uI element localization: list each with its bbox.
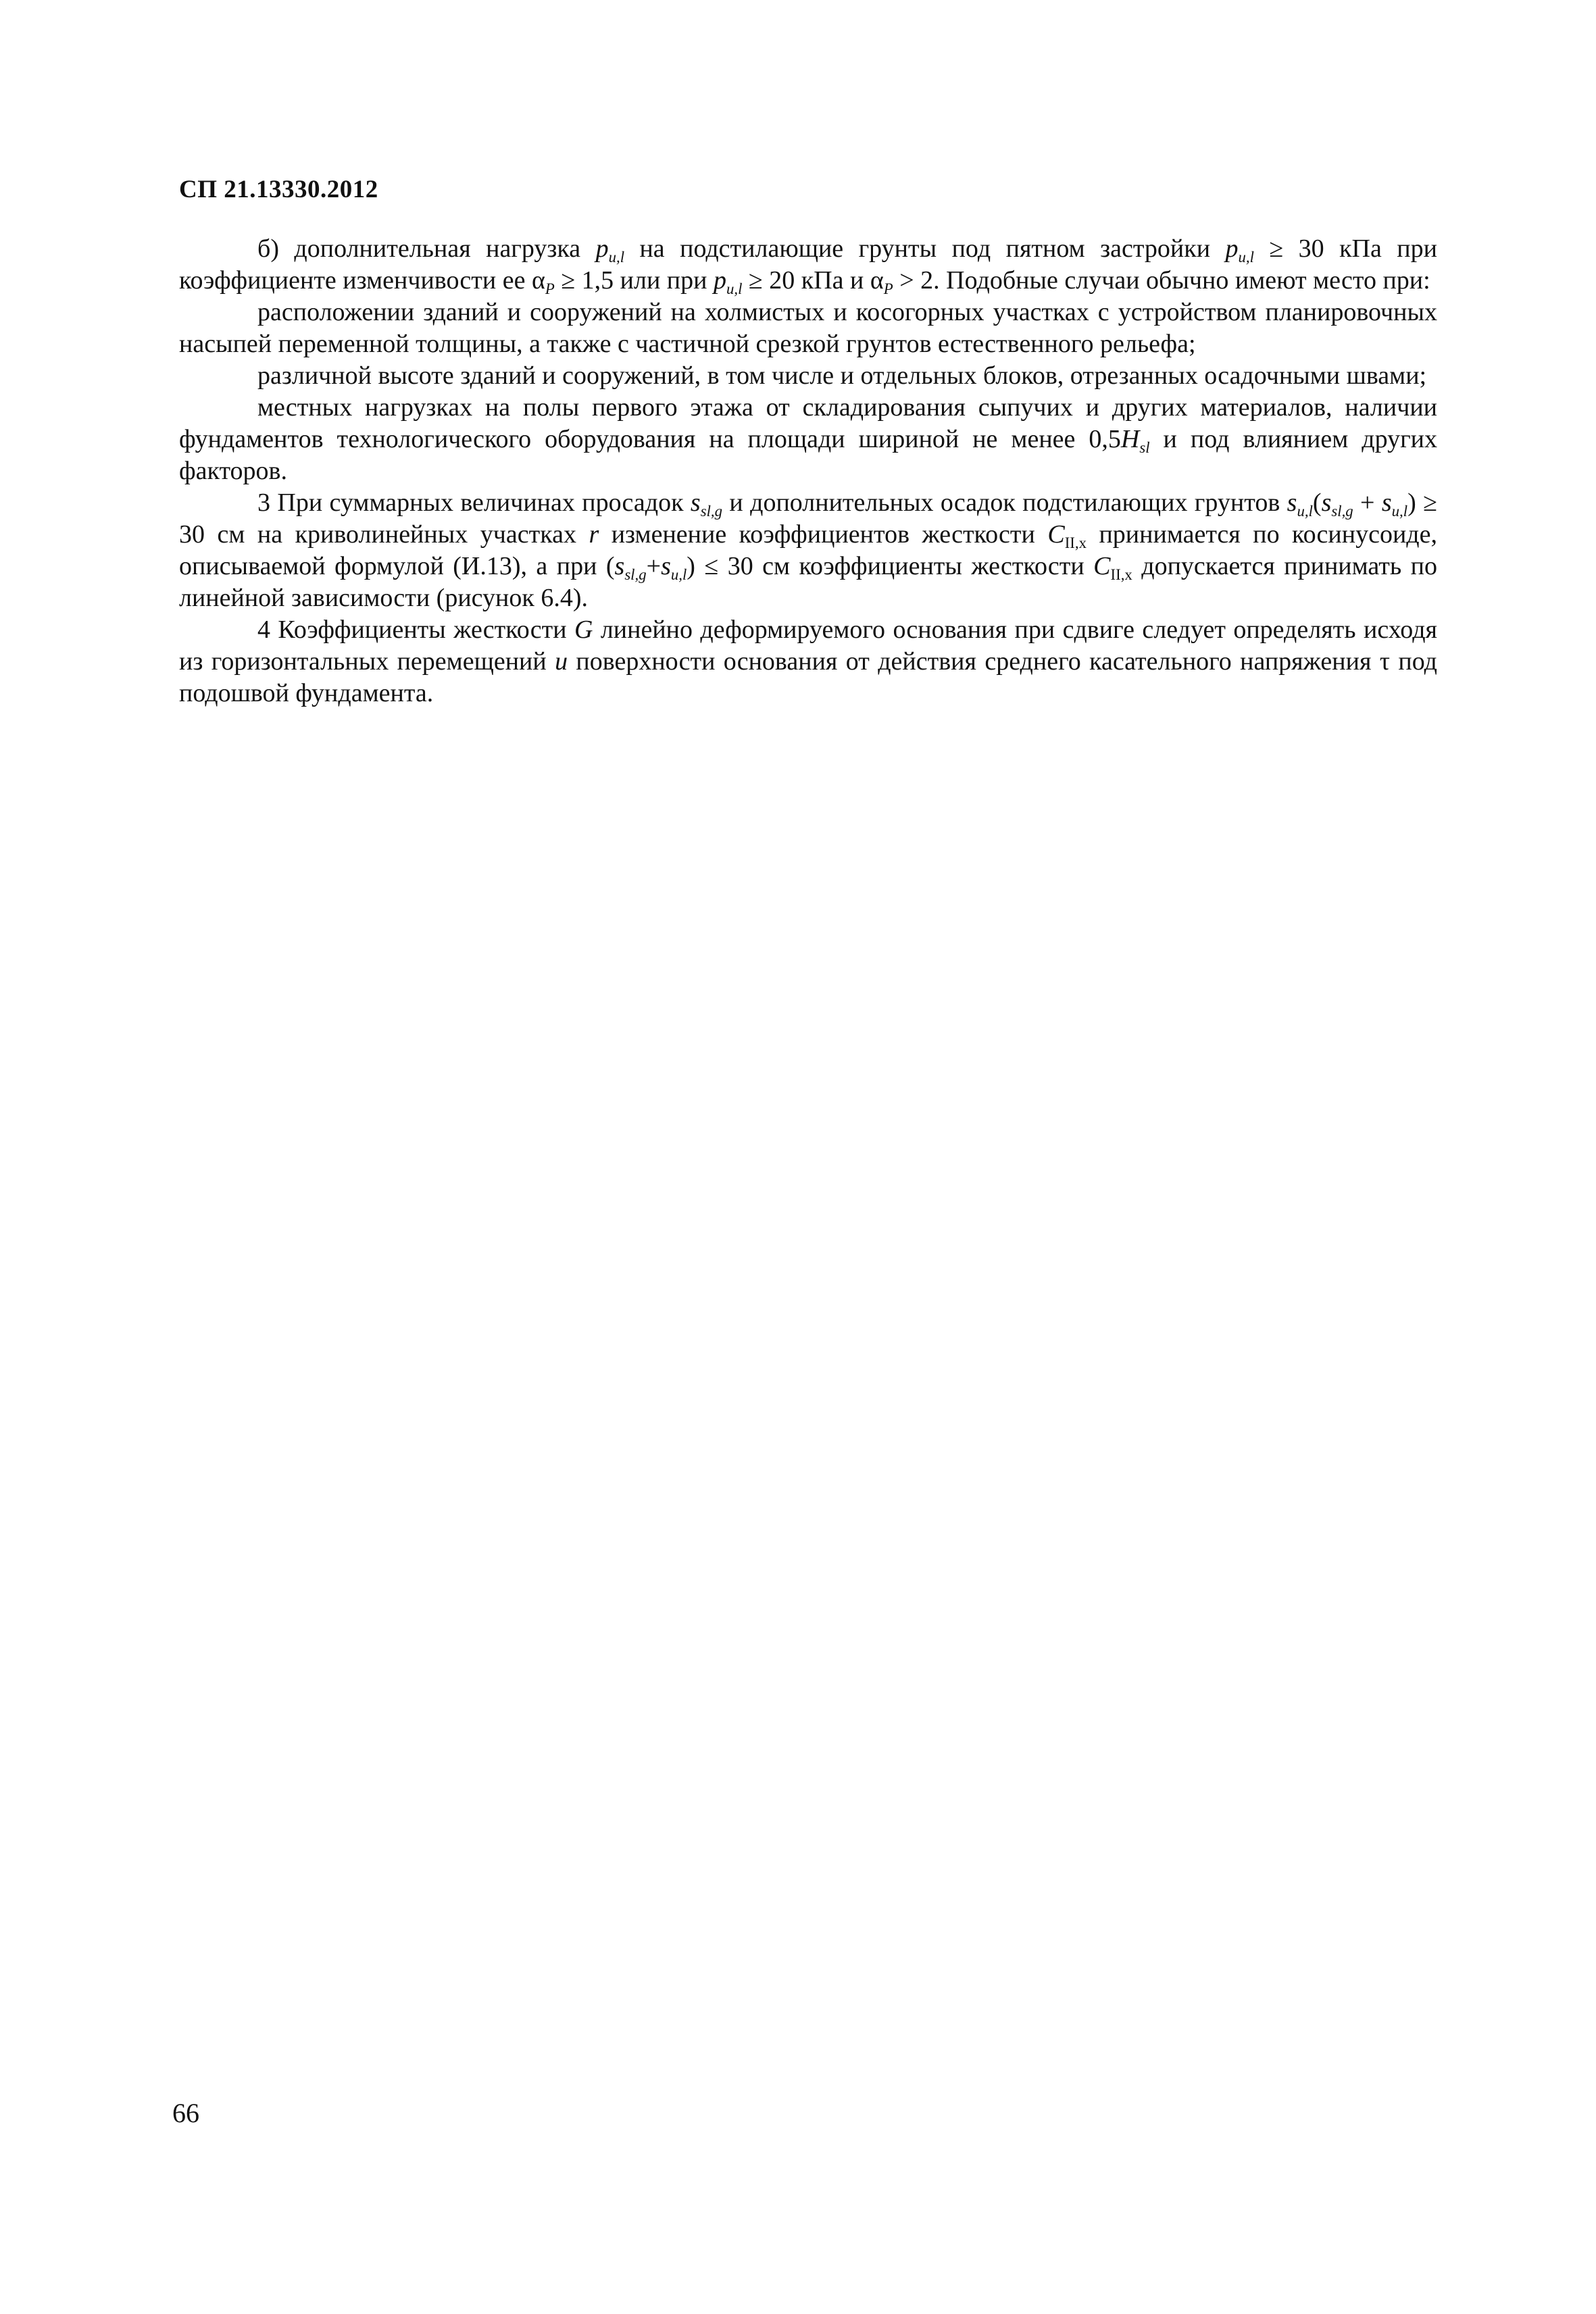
math-subscript: P xyxy=(883,280,893,297)
text-run: ) ≤ 30 см коэффициенты жесткости xyxy=(687,552,1094,580)
text-run: + xyxy=(1353,488,1382,517)
math-subscript: u,l xyxy=(1297,503,1313,520)
text-run: > 2. Подобные случаи обычно имеют место при: xyxy=(893,266,1430,295)
paragraph-4-stiffness xyxy=(179,614,1437,709)
math-var: p xyxy=(595,234,609,263)
math-var: s xyxy=(661,552,671,580)
math-subscript: u,l xyxy=(608,249,625,266)
text-run: + xyxy=(646,552,662,580)
page-number: 66 xyxy=(172,2098,199,2128)
text-run: ≥ 1,5 или при xyxy=(554,266,714,295)
text-run: б) дополнительная нагрузка xyxy=(257,234,596,263)
math-var: p xyxy=(713,266,726,295)
math-subscript: u,l xyxy=(1238,249,1254,266)
text-run: ≥ 30 кПа при коэффициенте изменчивости ее α xyxy=(179,234,1437,295)
math-var: s xyxy=(1381,488,1392,517)
math-var: C xyxy=(1047,520,1065,549)
text-run: местных нагрузках на полы первого этажа от складирования сыпучих и других материалов, наличии фундаментов технологического оборудования на площади шириной не менее 0,5 xyxy=(179,393,1437,453)
math-subscript: II,x xyxy=(1064,534,1087,551)
math-var: H xyxy=(1120,425,1140,453)
text-run: ) ≥ 30 см на криволинейных участках xyxy=(179,488,1437,549)
math-var: u xyxy=(555,647,568,676)
text-run: изменение коэффициентов жесткости xyxy=(599,520,1048,549)
math-subscript: sl,g xyxy=(700,503,723,520)
document-body xyxy=(179,233,1437,709)
text-run: на подстилающие грунты под пятном застройки xyxy=(624,234,1226,263)
text-run: 3 При суммарных величинах просадок xyxy=(257,488,691,517)
paragraph-b-additional-load xyxy=(179,233,1437,297)
math-var: G xyxy=(574,615,593,644)
math-var: s xyxy=(1287,488,1297,517)
paragraph-hilly-terrain: расположении зданий и сооружений на холмистых и косогорных участках с устройством планировочных насыпей переменной толщины, а также с частичной срезкой грунтов естественного рельефа; xyxy=(179,298,1437,358)
math-subscript: sl xyxy=(1139,439,1150,456)
math-var: r xyxy=(589,520,599,549)
paragraph-3-subsidence xyxy=(179,487,1437,614)
text-run: поверхности основания от действия среднего касательного напряжения τ под подошвой фундамента. xyxy=(179,647,1437,707)
math-subscript: u,l xyxy=(726,280,743,297)
text-run: и под влиянием других факторов. xyxy=(179,425,1437,485)
math-subscript: sl,g xyxy=(624,566,647,583)
math-subscript: II,x xyxy=(1110,566,1132,583)
text-run: и дополнительных осадок подстилающих грунтов xyxy=(722,488,1287,517)
text-run: принимается по косинусоиде, описываемой формулой (И.13), а при ( xyxy=(179,520,1437,580)
paragraph-local-loads xyxy=(179,392,1437,487)
math-var: s xyxy=(690,488,701,517)
math-subscript: sl,g xyxy=(1331,503,1353,520)
text-run: ≥ 20 кПа и α xyxy=(742,266,884,295)
text-run: линейно деформируемого основания при сдвиге следует определять исходя из горизонтальных перемещений xyxy=(179,615,1438,676)
math-var: s xyxy=(614,552,625,580)
math-subscript: u,l xyxy=(670,566,687,583)
text-run: 4 Коэффициенты жесткости xyxy=(257,615,574,644)
paragraph-building-heights: различной высоте зданий и сооружений, в том числе и отдельных блоков, отрезанных осадочными швами; xyxy=(257,361,1427,390)
math-subscript: u,l xyxy=(1391,503,1408,520)
text-run: допускается принимать по линейной зависимости (рисунок 6.4). xyxy=(179,552,1438,612)
math-var: s xyxy=(1321,488,1332,517)
math-subscript: P xyxy=(545,280,555,297)
document-code-header: СП 21.13330.2012 xyxy=(179,176,378,203)
math-var: p xyxy=(1225,234,1239,263)
math-var: C xyxy=(1093,552,1111,580)
text-run: ( xyxy=(1312,488,1322,517)
